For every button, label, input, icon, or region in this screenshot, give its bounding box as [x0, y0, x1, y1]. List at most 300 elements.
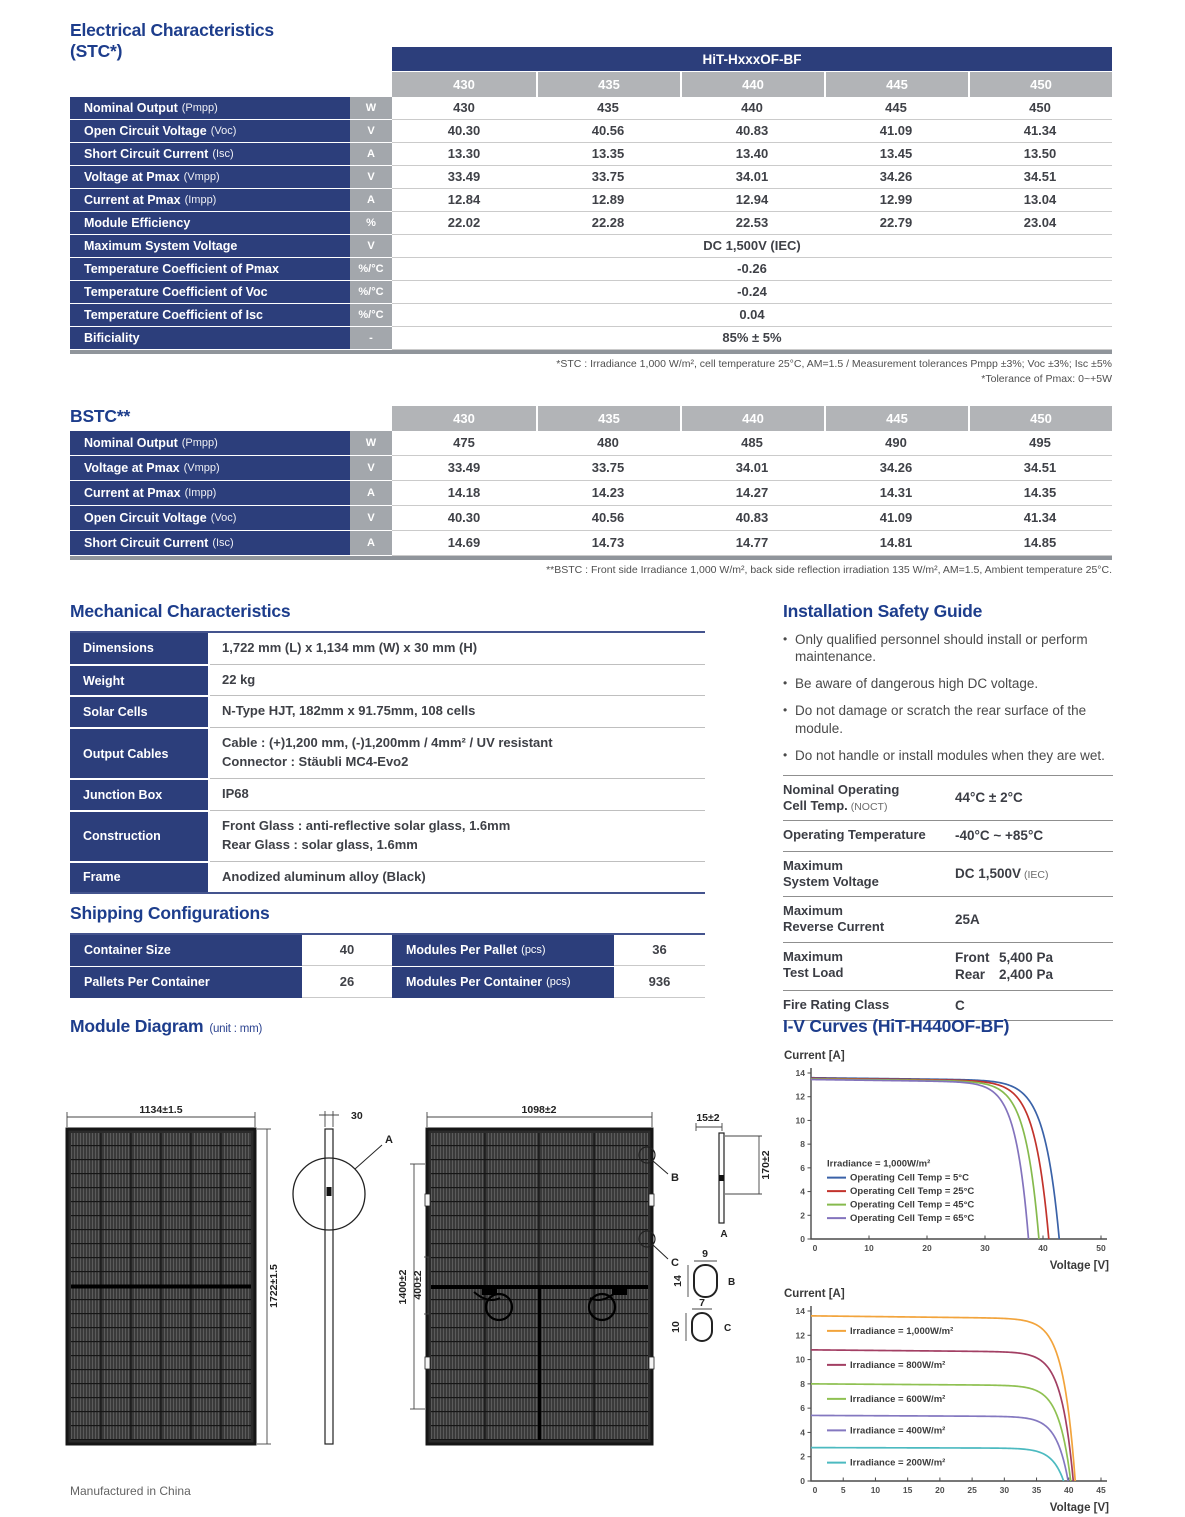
- row-unit: V: [350, 235, 392, 258]
- safety-bullet: [783, 747, 1113, 765]
- y-tick-label: 14: [795, 1305, 805, 1316]
- mechanical-row-value: [210, 727, 705, 778]
- y-tick-label: 14: [795, 1067, 805, 1078]
- shipping-label-sub: (pcs): [521, 944, 546, 957]
- spec-value-text: -40°C ~ +85°C: [955, 828, 1044, 844]
- row-value: 13.04: [968, 189, 1112, 212]
- detail-a: [696, 1112, 772, 1240]
- mechanical-table: [70, 631, 705, 895]
- row-label: [70, 189, 350, 212]
- stc-section: [70, 16, 1112, 386]
- power-column-header: 445: [824, 406, 968, 431]
- x-tick-label: 5: [840, 1484, 846, 1495]
- row-value-span: -0.24: [392, 281, 1112, 304]
- shipping-value: 36: [614, 935, 705, 966]
- row-value: 22.79: [824, 212, 968, 235]
- y-tick-label: 6: [800, 1402, 805, 1413]
- test-load-value: 5,400 Pa: [999, 949, 1054, 965]
- safety-spec-row: [783, 942, 1113, 990]
- safety-spec-value: [955, 782, 1113, 815]
- safety-bullet: [783, 702, 1113, 738]
- row-value: 34.26: [824, 456, 968, 481]
- shipping-label: [392, 967, 614, 998]
- mechanical-row: [70, 810, 705, 861]
- shipping-label: [70, 935, 302, 966]
- spec-label-sub: (NOCT): [847, 800, 888, 813]
- row-value: 495: [968, 431, 1112, 456]
- row-value: 14.31: [824, 481, 968, 506]
- rear-height-inner-dim: 400±2: [412, 1270, 424, 1300]
- mechanical-row-label: Construction: [70, 810, 208, 861]
- stc-title-line2: (STC*): [70, 40, 123, 61]
- row-value: 480: [536, 431, 680, 456]
- mechanical-row: [70, 695, 705, 727]
- row-label-text: Maximum System Voltage: [84, 239, 238, 253]
- row-label-text: Module Efficiency: [84, 216, 191, 230]
- safety-bullet-text: Do not handle or install modules when they are wet.: [795, 747, 1105, 763]
- spec-label-line2: Test Load: [783, 964, 844, 980]
- mechanical-row-label: Weight: [70, 664, 208, 696]
- row-label: [70, 258, 350, 281]
- mechanical-row: [70, 727, 705, 778]
- row-value-span: -0.26: [392, 258, 1112, 281]
- detail-b-height: 14: [672, 1274, 684, 1287]
- front-width-dim: 1134±1.5: [139, 1103, 183, 1116]
- legend-entry: Irradiance = 800W/m²: [850, 1359, 946, 1371]
- mechanical-row: [70, 861, 705, 893]
- shipping-label-text: Container Size: [84, 943, 171, 958]
- spec-label-line1: Nominal Operating: [783, 781, 900, 797]
- table-bottom-bar: [70, 556, 1112, 560]
- y-tick-label: 0: [800, 1475, 805, 1486]
- bullet-dot-icon: •: [783, 747, 788, 762]
- spec-value-text: 25A: [955, 911, 980, 927]
- row-label: [70, 120, 350, 143]
- shipping-label: [70, 967, 302, 998]
- row-value: 445: [824, 97, 968, 120]
- test-load-line: [955, 949, 1113, 967]
- x-tick-label: 50: [1096, 1242, 1106, 1253]
- row-unit: %/°C: [350, 281, 392, 304]
- safety-spec-label: [783, 782, 955, 815]
- row-value: 490: [824, 431, 968, 456]
- legend-entry: Irradiance = 600W/m²: [850, 1393, 946, 1405]
- power-column-header: 450: [968, 406, 1112, 431]
- row-value: 34.51: [968, 456, 1112, 481]
- bullet-dot-icon: •: [783, 703, 788, 718]
- safety-bullet-text: Do not damage or scratch the rear surface of the module.: [795, 703, 1087, 736]
- row-unit: V: [350, 506, 392, 531]
- row-label-text: Current at Pmax: [84, 486, 181, 500]
- safety-section: [783, 601, 1113, 1021]
- row-unit: A: [350, 189, 392, 212]
- power-column-header: 440: [680, 72, 824, 97]
- y-tick-label: 4: [800, 1427, 805, 1438]
- y-tick-label: 8: [800, 1378, 805, 1389]
- row-value: 33.49: [392, 166, 536, 189]
- row-value-span: 85% ± 5%: [392, 327, 1112, 350]
- spec-label-line1: Maximum: [783, 903, 843, 919]
- row-value: 12.99: [824, 189, 968, 212]
- row-value: 14.81: [824, 531, 968, 556]
- bstc-footnote: **BSTC : Front side Irradiance 1,000 W/m², back side reflection irradiation 135 W/m², AM=1.5, Ambient temperature 25°C.: [546, 564, 1112, 576]
- rear-height-outer-dim: 1400±2: [397, 1269, 409, 1305]
- side-thickness-dim: 30: [351, 1109, 363, 1122]
- row-unit: A: [350, 531, 392, 556]
- row-unit: V: [350, 120, 392, 143]
- mechanical-row: [70, 778, 705, 810]
- row-label-sub: (Vmpp): [183, 462, 220, 474]
- legend-entry: Irradiance = 400W/m²: [850, 1425, 946, 1437]
- row-value: 12.89: [536, 189, 680, 212]
- callout-b-label: B: [671, 1171, 679, 1184]
- shipping-title: Shipping Configurations: [70, 903, 270, 923]
- y-tick-label: 10: [795, 1115, 805, 1126]
- mechanical-row-value: [210, 810, 705, 861]
- mechanical-value-line: Connector : Stäubli MC4-Evo2: [222, 754, 409, 770]
- row-value: 22.28: [536, 212, 680, 235]
- x-tick-label: 40: [1064, 1484, 1074, 1495]
- legend-entry: Irradiance = 200W/m²: [850, 1457, 946, 1469]
- safety-bullet-list: [783, 631, 1113, 765]
- row-unit: W: [350, 431, 392, 456]
- safety-bullet-text: Only qualified personnel should install or perform maintenance.: [795, 631, 1088, 665]
- row-value: 33.75: [536, 456, 680, 481]
- mechanical-value-line: Anodized aluminum alloy (Black): [222, 868, 426, 884]
- module-diagram-section: [62, 1016, 777, 1470]
- row-label-text: Short Circuit Current: [84, 536, 209, 550]
- mechanical-row-value: [210, 695, 705, 727]
- x-tick-label: 20: [922, 1242, 932, 1253]
- safety-bullet: [783, 675, 1113, 693]
- row-label-sub: (Impp): [184, 194, 217, 206]
- iv-curves-title: I-V Curves (HiT-H440OF-BF): [783, 1016, 1010, 1036]
- x-axis-label: Voltage [V]: [1049, 1259, 1109, 1272]
- row-label: [70, 327, 350, 350]
- row-label-sub: (Pmpp): [181, 102, 218, 114]
- x-tick-label: 15: [902, 1484, 913, 1495]
- stc-footnote-1: *STC : Irradiance 1,000 W/m², cell temperature 25°C, AM=1.5 / Measurement tolerances Pmpp ±3%; Voc ±3%; Isc ±5%: [556, 358, 1112, 370]
- test-load-key: Rear: [955, 967, 986, 983]
- stc-title: [70, 20, 370, 61]
- y-axis-label: Current [A]: [784, 1287, 845, 1300]
- row-unit: V: [350, 456, 392, 481]
- row-label-text: Current at Pmax: [84, 193, 181, 207]
- safety-spec-label: [783, 827, 955, 845]
- row-label: [70, 304, 350, 327]
- module-diagram-unit-note: (unit : mm): [209, 1023, 263, 1035]
- shipping-label: [392, 935, 614, 966]
- row-value: 14.73: [536, 531, 680, 556]
- module-diagram-drawing: [62, 1089, 774, 1465]
- row-value: 33.49: [392, 456, 536, 481]
- side-view: [293, 1110, 393, 1444]
- stc-table: [70, 47, 1112, 354]
- row-label: [70, 166, 350, 189]
- safety-spec-label: [783, 903, 955, 936]
- safety-spec-value: [955, 949, 1113, 984]
- row-label-text: Open Circuit Voltage: [84, 124, 207, 138]
- row-label: [70, 531, 350, 556]
- row-label: [70, 212, 350, 235]
- y-tick-label: 8: [800, 1138, 805, 1149]
- row-label: [70, 506, 350, 531]
- row-label-sub: (Pmpp): [181, 437, 218, 449]
- x-tick-label: 40: [1038, 1242, 1048, 1253]
- row-value: 14.27: [680, 481, 824, 506]
- mechanical-value-line: N-Type HJT, 182mm x 91.75mm, 108 cells: [222, 703, 476, 719]
- row-value: 23.04: [968, 212, 1112, 235]
- safety-spec-value: [955, 827, 1113, 845]
- row-label-text: Voltage at Pmax: [84, 170, 180, 184]
- detail-a-label: A: [720, 1228, 728, 1240]
- x-tick-label: 35: [1031, 1484, 1042, 1495]
- row-label-sub: (Impp): [184, 487, 217, 499]
- row-value: 14.85: [968, 531, 1112, 556]
- callout-a-label: A: [385, 1133, 393, 1146]
- mechanical-value-line: Cable : (+)1,200 mm, (-)1,200mm / 4mm² / UV resistant: [222, 735, 553, 751]
- model-header: HiT-HxxxOF-BF: [392, 47, 1112, 72]
- row-label-text: Temperature Coefficient of Pmax: [84, 262, 279, 276]
- row-label-text: Short Circuit Current: [84, 147, 209, 161]
- row-value: 13.45: [824, 143, 968, 166]
- power-column-header: 430: [392, 406, 536, 431]
- bullet-dot-icon: •: [783, 676, 788, 691]
- safety-bullet: [783, 631, 1113, 667]
- row-value: 41.09: [824, 120, 968, 143]
- rear-width-dim: 1098±2: [521, 1103, 557, 1116]
- row-value: 40.30: [392, 506, 536, 531]
- row-unit: %: [350, 212, 392, 235]
- detail-c: [670, 1297, 731, 1341]
- shipping-row: [70, 967, 705, 997]
- row-label-sub: (Isc): [212, 537, 234, 549]
- front-height-dim: 1722±1.5: [268, 1263, 280, 1308]
- row-value: 430: [392, 97, 536, 120]
- row-label-sub: (Isc): [212, 148, 234, 160]
- row-value: 40.30: [392, 120, 536, 143]
- y-tick-label: 2: [800, 1209, 805, 1220]
- module-diagram-title: [70, 1016, 777, 1037]
- bstc-section: [70, 398, 1112, 578]
- power-column-header: 440: [680, 406, 824, 431]
- row-value: 13.35: [536, 143, 680, 166]
- y-tick-label: 12: [795, 1091, 805, 1102]
- mechanical-row-label: Frame: [70, 861, 208, 893]
- x-tick-label: 10: [864, 1242, 874, 1253]
- power-column-header: 430: [392, 72, 536, 97]
- safety-spec-value: [955, 903, 1113, 936]
- safety-spec-label: [783, 949, 955, 984]
- row-value: 435: [536, 97, 680, 120]
- spec-value-text: C: [955, 997, 965, 1013]
- spec-label-line2: Cell Temp.: [783, 797, 848, 813]
- mechanical-row-label: Junction Box: [70, 778, 208, 810]
- shipping-value: 936: [614, 967, 705, 998]
- safety-spec-label: [783, 997, 955, 1015]
- row-value-span: 0.04: [392, 304, 1112, 327]
- row-label-text: Nominal Output: [84, 436, 178, 450]
- detail-b: [672, 1248, 735, 1297]
- bullet-dot-icon: •: [783, 631, 788, 646]
- row-value: 475: [392, 431, 536, 456]
- iv-chart-irradiance: [783, 1285, 1115, 1517]
- front-view: [67, 1104, 280, 1444]
- row-label-sub: (Voc): [210, 512, 237, 524]
- table-bottom-bar: [70, 350, 1112, 354]
- x-tick-label: 0: [812, 1242, 818, 1253]
- bstc-title: BSTC**: [70, 406, 131, 426]
- row-value: 34.26: [824, 166, 968, 189]
- row-value: 485: [680, 431, 824, 456]
- detail-b-width: 9: [702, 1247, 708, 1260]
- row-label: [70, 281, 350, 304]
- stc-footnote-2: *Tolerance of Pmax: 0~+5W: [981, 372, 1112, 385]
- x-tick-label: 30: [999, 1484, 1010, 1495]
- x-tick-label: 30: [980, 1242, 990, 1253]
- spec-label-line1: Operating Temperature: [783, 827, 926, 843]
- row-value: 41.34: [968, 120, 1112, 143]
- row-value: 14.69: [392, 531, 536, 556]
- x-tick-label: 45: [1096, 1484, 1106, 1495]
- test-load-value: 2,400 Pa: [999, 967, 1054, 983]
- row-value: 40.56: [536, 506, 680, 531]
- mechanical-row-value: [210, 778, 705, 810]
- row-value: 14.35: [968, 481, 1112, 506]
- row-unit: V: [350, 166, 392, 189]
- row-value: 34.51: [968, 166, 1112, 189]
- row-value: 14.18: [392, 481, 536, 506]
- row-label: [70, 143, 350, 166]
- row-value: 14.77: [680, 531, 824, 556]
- row-label: [70, 235, 350, 258]
- row-value: 14.23: [536, 481, 680, 506]
- y-tick-label: 6: [800, 1162, 805, 1173]
- row-label-text: Open Circuit Voltage: [84, 511, 207, 525]
- mechanical-row: [70, 664, 705, 696]
- safety-spec-row: [783, 896, 1113, 942]
- row-label: [70, 481, 350, 506]
- row-label: [70, 431, 350, 456]
- x-tick-label: 20: [935, 1484, 945, 1495]
- spec-label-line1: Maximum: [783, 948, 843, 964]
- detail-c-height: 10: [670, 1320, 682, 1333]
- spec-label-line1: Fire Rating Class: [783, 996, 890, 1012]
- mechanical-value-line: 22 kg: [222, 671, 256, 687]
- spec-label-line2: System Voltage: [783, 873, 879, 889]
- row-value: 22.02: [392, 212, 536, 235]
- safety-title: Installation Safety Guide: [783, 601, 983, 621]
- safety-bullet-text: Be aware of dangerous high DC voltage.: [795, 676, 1039, 692]
- row-unit: -: [350, 327, 392, 350]
- row-label-sub: (Vmpp): [183, 171, 220, 183]
- row-unit: W: [350, 97, 392, 120]
- mechanical-row-label: Solar Cells: [70, 695, 208, 727]
- row-unit: A: [350, 143, 392, 166]
- x-tick-label: 25: [967, 1484, 977, 1495]
- row-label: [70, 456, 350, 481]
- iv-curves-section: [783, 1016, 1115, 1517]
- legend-entry: Operating Cell Temp = 25°C: [850, 1185, 975, 1197]
- power-column-header: 435: [536, 406, 680, 431]
- shipping-label-text: Modules Per Container: [406, 975, 543, 990]
- shipping-table: [70, 933, 705, 997]
- mechanical-row-value: [210, 633, 705, 664]
- detail-c-label: C: [724, 1322, 732, 1334]
- mechanical-row: [70, 633, 705, 664]
- shipping-value: 26: [302, 967, 392, 998]
- x-axis-label: Voltage [V]: [1049, 1501, 1109, 1514]
- spec-value-sub: (IEC): [1021, 868, 1049, 881]
- row-label-text: Temperature Coefficient of Isc: [84, 308, 263, 322]
- mechanical-section: [70, 601, 705, 894]
- legend-entry: Operating Cell Temp = 45°C: [850, 1199, 975, 1211]
- row-label-text: Bificiality: [84, 331, 140, 345]
- manufactured-note: Manufactured in China: [70, 1484, 191, 1498]
- shipping-label-sub: (pcs): [546, 976, 571, 989]
- shipping-row: [70, 935, 705, 965]
- row-label: [70, 97, 350, 120]
- spec-label-line2: Reverse Current: [783, 919, 885, 935]
- row-value: 12.94: [680, 189, 824, 212]
- row-value-span: DC 1,500V (IEC): [392, 235, 1112, 258]
- test-load-line: [955, 966, 1113, 984]
- row-value: 33.75: [536, 166, 680, 189]
- row-value: 40.83: [680, 506, 824, 531]
- row-value: 41.09: [824, 506, 968, 531]
- module-diagram-title-text: Module Diagram: [70, 1016, 204, 1036]
- mechanical-value-line: Front Glass : anti-reflective solar glass, 1.6mm: [222, 817, 511, 833]
- header-spacer: [70, 72, 392, 97]
- y-tick-label: 10: [795, 1354, 805, 1365]
- row-value: 34.01: [680, 456, 824, 481]
- row-unit: A: [350, 481, 392, 506]
- row-value: 440: [680, 97, 824, 120]
- mechanical-value-line: 1,722 mm (L) x 1,134 mm (W) x 30 mm (H): [222, 639, 478, 655]
- callout-c-label: C: [671, 1256, 679, 1269]
- test-load-key: Front: [955, 949, 990, 965]
- bstc-table: [70, 406, 1112, 560]
- row-value: 13.50: [968, 143, 1112, 166]
- mechanical-row-label: Dimensions: [70, 633, 208, 664]
- row-label-text: Nominal Output: [84, 101, 178, 115]
- row-value: 12.84: [392, 189, 536, 212]
- row-label-text: Voltage at Pmax: [84, 461, 180, 475]
- legend-title: Irradiance = 1,000W/m²: [827, 1158, 931, 1170]
- safety-spec-row: [783, 851, 1113, 897]
- x-tick-label: 10: [870, 1484, 881, 1495]
- shipping-label-text: Modules Per Pallet: [406, 943, 518, 958]
- row-value: 22.53: [680, 212, 824, 235]
- y-axis-label: Current [A]: [784, 1049, 845, 1062]
- legend-entry: Irradiance = 1,000W/m²: [850, 1325, 954, 1337]
- stc-title-line1: Electrical Characteristics: [70, 20, 274, 40]
- mechanical-value-line: IP68: [222, 786, 249, 802]
- spec-label-line1: Maximum: [783, 857, 843, 873]
- y-tick-label: 0: [800, 1233, 805, 1244]
- row-value: 450: [968, 97, 1112, 120]
- row-value: 13.40: [680, 143, 824, 166]
- row-unit: %/°C: [350, 304, 392, 327]
- spec-value-text: DC 1,500V (IEC): [955, 865, 1049, 881]
- power-column-header: 445: [824, 72, 968, 97]
- safety-spec-row: [783, 775, 1113, 821]
- safety-spec-value: [955, 858, 1113, 891]
- row-label-sub: (Voc): [210, 125, 237, 137]
- y-tick-label: 4: [800, 1186, 805, 1197]
- detail-a-dim1: 15±2: [696, 1111, 720, 1124]
- safety-spec-row: [783, 820, 1113, 851]
